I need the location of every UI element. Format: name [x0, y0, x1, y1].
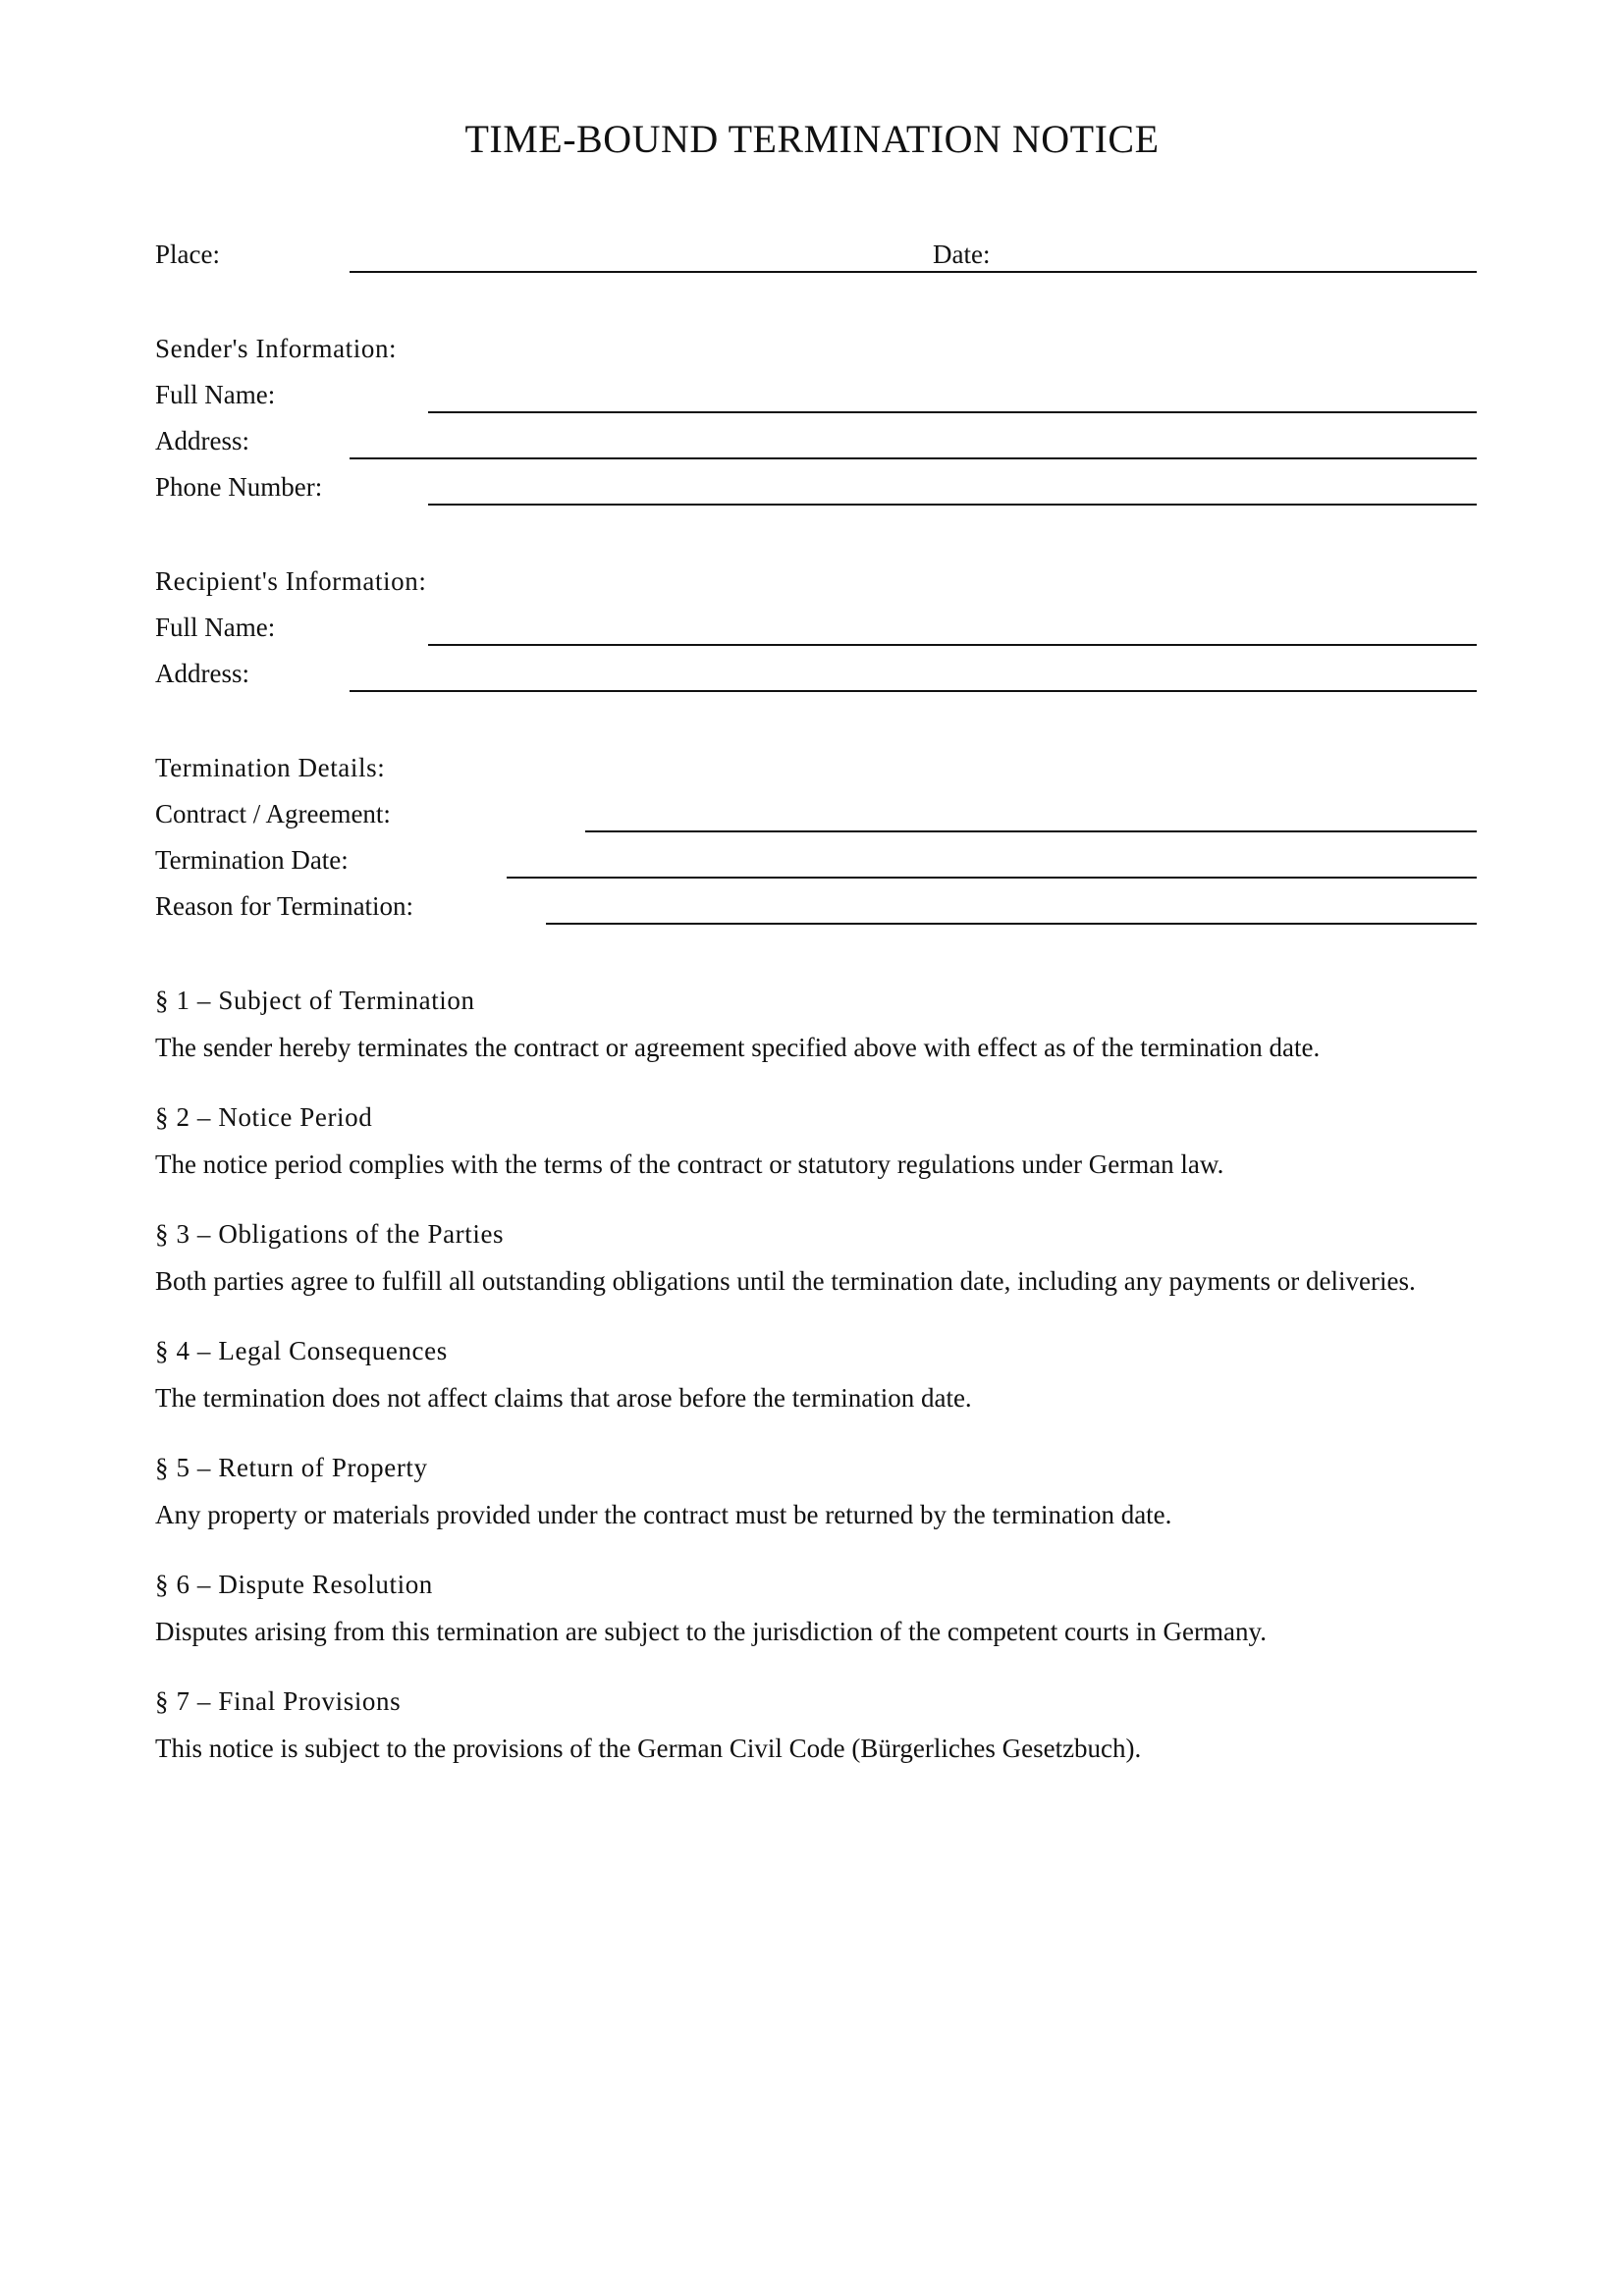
section-5-heading: § 5 – Return of Property	[155, 1453, 428, 1482]
recipient-address-field[interactable]	[350, 690, 1477, 692]
termination-date-field[interactable]	[507, 877, 1477, 879]
section-4-heading: § 4 – Legal Consequences	[155, 1336, 448, 1365]
contract-agreement-field[interactable]	[585, 830, 1477, 832]
sender-full-name-label: Full Name:	[155, 380, 276, 409]
recipient-full-name-label: Full Name:	[155, 613, 276, 642]
termination-reason-label: Reason for Termination:	[155, 891, 414, 921]
section-2-text: The notice period complies with the terms of the contract or statutory regulations under German law.	[155, 1149, 1224, 1179]
section-7-heading: § 7 – Final Provisions	[155, 1686, 402, 1716]
section-6-text: Disputes arising from this termination are subject to the jurisdiction of the competent courts in Germany.	[155, 1617, 1267, 1646]
place-label: Place:	[155, 240, 220, 269]
section-1-text: The sender hereby terminates the contract or agreement specified above with effect as of the termination date.	[155, 1033, 1321, 1062]
section-1-heading: § 1 – Subject of Termination	[155, 986, 475, 1015]
recipient-heading: Recipient's Information:	[155, 566, 427, 596]
date-label: Date:	[933, 240, 991, 269]
section-3-heading: § 3 – Obligations of the Parties	[155, 1219, 505, 1249]
section-7-text: This notice is subject to the provisions of the German Civil Code (Bürgerliches Gesetzbuch).	[155, 1734, 1142, 1763]
sender-heading: Sender's Information:	[155, 334, 398, 363]
section-4-text: The termination does not affect claims that arose before the termination date.	[155, 1383, 972, 1413]
document-title: TIME-BOUND TERMINATION NOTICE	[464, 117, 1160, 161]
contract-agreement-label: Contract / Agreement:	[155, 799, 391, 828]
termination-heading: Termination Details:	[155, 753, 386, 782]
section-3-text: Both parties agree to fulfill all outstanding obligations until the termination date, including any payments or deliveries.	[155, 1266, 1416, 1296]
sender-address-field[interactable]	[350, 457, 1477, 459]
recipient-address-label: Address:	[155, 659, 249, 688]
sender-address-label: Address:	[155, 426, 249, 455]
termination-reason-field[interactable]	[546, 923, 1477, 925]
sender-full-name-field[interactable]	[428, 411, 1477, 413]
place-date-field-line[interactable]	[350, 271, 1477, 273]
section-6-heading: § 6 – Dispute Resolution	[155, 1570, 433, 1599]
sender-phone-field[interactable]	[428, 504, 1477, 506]
section-2-heading: § 2 – Notice Period	[155, 1102, 373, 1132]
section-5-text: Any property or materials provided under the contract must be returned by the termination date.	[155, 1500, 1172, 1529]
termination-date-label: Termination Date:	[155, 845, 349, 875]
recipient-full-name-field[interactable]	[428, 644, 1477, 646]
sender-phone-label: Phone Number:	[155, 472, 323, 502]
